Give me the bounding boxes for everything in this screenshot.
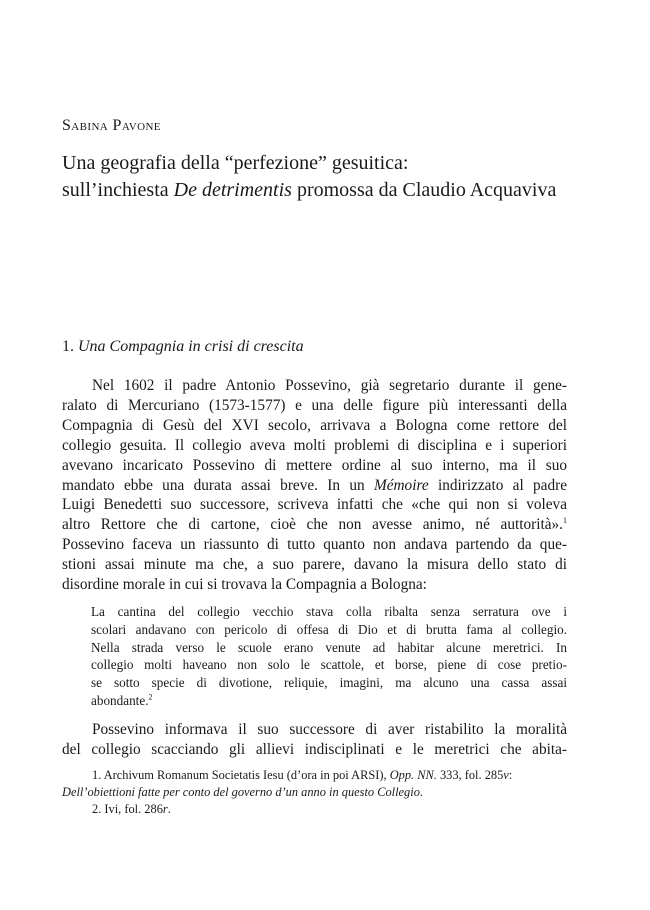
text-line: [62, 476, 567, 496]
italic-run: Dell’obiettioni fatte per conto del governo d’un anno in questo Collegio: [62, 785, 420, 799]
italic-run: Opp. NN.: [389, 768, 437, 782]
footnotes: [62, 767, 567, 818]
footnote-1: [62, 767, 567, 784]
paragraph-2: [62, 720, 567, 760]
quote-line: collegio molti haveano non solo le scattole, et borse, piene di cose pretio-: [91, 657, 567, 673]
text-run: 2. Ivi, fol. 286: [92, 802, 163, 816]
footnote-ref: 2: [148, 692, 153, 702]
article-title: [62, 150, 567, 204]
author-name: Sabina Pavone: [62, 117, 161, 134]
quote-line: La cantina del collegio vecchio stava colla ribalta senza serratura ove i: [91, 603, 567, 619]
text-line: Luigi Benedetti suo successore, scriveva infatti che «che qui non si voleva: [62, 496, 567, 514]
quote-line: [91, 692, 567, 710]
title-text: promossa da Claudio Acquaviva: [291, 179, 557, 201]
italic-run: v: [503, 768, 509, 782]
section-heading: [62, 338, 567, 356]
text-run: abondante.: [91, 692, 149, 708]
text-line: collegio gesuita. Il collegio aveva molti problemi di disciplina e i superiori: [62, 436, 567, 454]
quote-line: se sotto specie di divotione, reliquie, imagini, ma alcuno una cassa assai: [91, 675, 567, 691]
title-line-2: [62, 177, 567, 204]
body-text: [62, 376, 567, 760]
italic-run: r: [162, 802, 168, 816]
footnote-ref: 1: [563, 516, 567, 526]
text-run: mandato ebbe una durata assai breve. In un: [62, 476, 374, 494]
text-run: :: [508, 768, 513, 782]
quote-line: scolari andavano con pericolo di offesa di Dio et di brutta fama al collegio.: [91, 621, 567, 637]
text-line: stioni assai minute ma che, a suo parere, davano la misura dello stato di: [62, 556, 567, 574]
italic-run: Mémoire: [373, 476, 429, 494]
block-quote: [91, 603, 567, 710]
footnote-1-cont: [62, 784, 567, 801]
section-number: 1.: [62, 338, 78, 355]
text-run: .: [419, 785, 424, 799]
title-italic: De detrimentis: [173, 179, 292, 201]
text-line: ralato di Mercuriano (1573-1577) e una delle figure più interessanti della: [62, 396, 567, 414]
text-run: 1. Archivum Romanum Societatis Iesu (d’ora in poi ARSI),: [92, 768, 390, 782]
text-run: 333, fol. 285: [436, 768, 504, 782]
text-line: avevano incaricato Possevino di mettere ordine al suo interno, ma il suo: [62, 456, 567, 474]
text-line: del collegio scacciando gli allievi indisciplinati e le meretrici che abita-: [62, 740, 567, 758]
text-run: altro Rettore che di cartone, cioè che non avesse animo, né auttorità».: [62, 516, 563, 534]
text-line: Possevino faceva un riassunto di tutto quanto non andava partendo da que-: [62, 536, 567, 554]
text-line: Nel 1602 il padre Antonio Possevino, già segretario durante il gene-: [92, 377, 567, 394]
text-line: Possevino informava il suo successore di aver ristabilito la moralità: [92, 720, 567, 738]
footnote-2: [62, 801, 567, 818]
text-line: [62, 515, 567, 535]
text-run: indirizzato al padre: [428, 476, 567, 494]
text-line: Compagnia di Gesù del XVI secolo, arrivava a Bologna come rettore del: [62, 416, 567, 434]
section-title: Una Compagnia in crisi di crescita: [78, 338, 304, 355]
paragraph-1: [62, 376, 567, 595]
text-line: disordine morale in cui si trovava la Compagnia a Bologna:: [62, 576, 427, 594]
text-run: .: [167, 802, 171, 816]
title-text: sull’inchiesta: [62, 179, 174, 201]
quote-line: Nella strada verso le scuole erano venute ad habitar alcune meretrici. In: [91, 639, 567, 655]
title-line-1: Una geografia della “perfezione” gesuitica:: [62, 152, 409, 174]
